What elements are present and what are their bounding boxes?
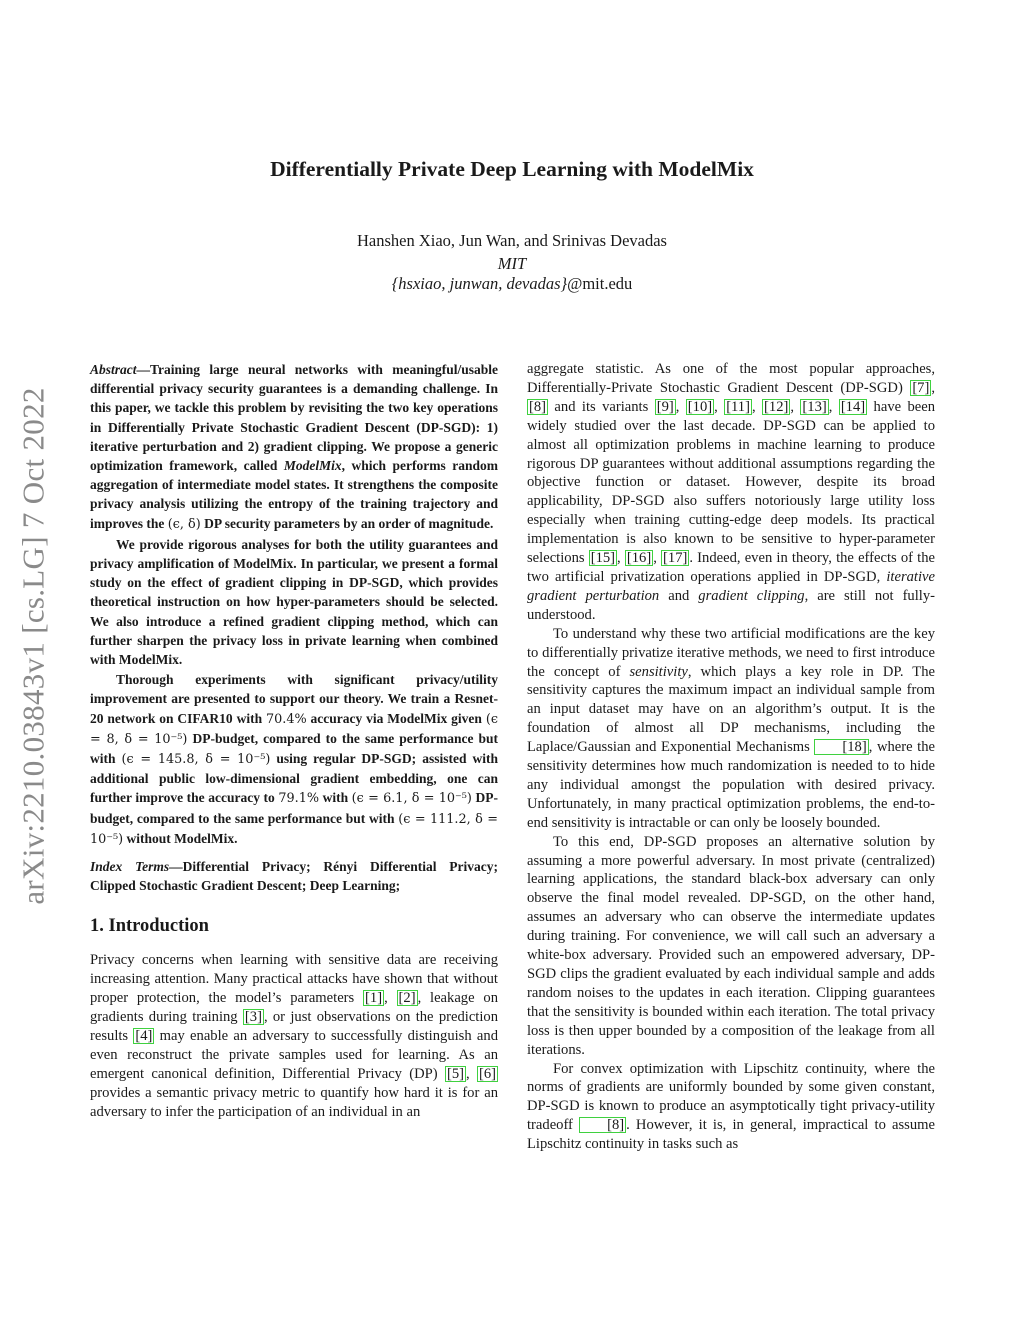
intro-paragraph-1: Privacy concerns when learning with sensitive data are receiving increasing attention. Many practical attacks have shown that without proper protection, the model’s parameters [1] , [2] , leakage on gradients during training [3] , or just observations on the prediction results [4] may enable an adversary to successfully distinguish and even reconstruct the private samples used for learning. As an emergent canonical definition, Differential Privacy (DP) [5] , [6] provides a semantic privacy metric to quantify how hard it is for an adversary to infer the participation of an individual in an bbox=[90, 952, 499, 1120]
right-paragraph-4: For convex optimization with Lipschitz continuity, where the norms of gradients are uniformly bounded by some given constant, DP-SGD is known to produce an asymptotically tight privacy-utility tradeoff [8] . However, it is, in general, impractical to assume Lipschitz continuity in tasks such as bbox=[527, 1060, 935, 1153]
email-domain: @mit.edu bbox=[567, 274, 633, 293]
abstract-label: Abstract bbox=[90, 362, 137, 377]
citation-link[interactable]: [6] bbox=[478, 1065, 496, 1082]
citation-link[interactable]: [5] bbox=[446, 1065, 464, 1082]
arxiv-sidebar-stamp bbox=[13, 364, 55, 928]
right-column bbox=[527, 360, 935, 1154]
affiliation: MIT bbox=[497, 254, 527, 273]
citation-link[interactable]: [8] bbox=[579, 1117, 626, 1133]
citation-link[interactable]: [13] bbox=[802, 398, 827, 415]
author-list: Hanshen Xiao, Jun Wan, and Srinivas Devadas bbox=[357, 231, 667, 250]
arxiv-identifier: arXiv:2210.03843v1 [cs.LG] 7 Oct 2022 bbox=[16, 387, 52, 905]
abstract-paragraph-2: We provide rigorous analyses for both the utility guarantees and privacy amplification of ModelMix. In particular, we present a formal study on the effect of gradient clipping in DP-SGD, which provides theoretical instruction on how hyper-parameters should be selected. We also introduce a refined gradient clipping method, which can further sharpen the privacy loss in private learning when combined with ModelMix. bbox=[90, 536, 498, 668]
citation-link[interactable]: [14] bbox=[840, 398, 866, 415]
citation-link[interactable]: [17] bbox=[663, 550, 688, 567]
citation-link[interactable]: [9] bbox=[656, 398, 674, 415]
citation-link[interactable]: [11] bbox=[726, 398, 750, 415]
left-column bbox=[90, 360, 498, 1122]
section-heading-introduction: 1. Introduction bbox=[90, 916, 209, 937]
citation-link[interactable]: [12] bbox=[764, 398, 789, 415]
citation-link[interactable]: [8] bbox=[529, 398, 547, 415]
citation-link[interactable]: [2] bbox=[398, 990, 416, 1007]
citation-link[interactable]: [7] bbox=[912, 379, 930, 396]
abstract-paragraph-3: Thorough experiments with significant privacy/utility improvement are presented to support our theory. We train a Resnet-20 network on CIFAR10 with 70.4% accuracy via ModelMix given (ϵ = 8, δ = 10⁻⁵) DP-budget, compared to the same performance but with (ϵ = 145.8, δ = 10⁻⁵) using regular DP-SGD; assisted with additional public low-dimensional gradient embedding, one can further improve the accuracy to 79.1% with (ϵ = 6.1, δ = 10⁻⁵) DP-budget, compared to the same performance but with (ϵ = 111.2, δ = 10⁻⁵) without ModelMix. bbox=[90, 672, 498, 847]
author-emails bbox=[0, 274, 1024, 294]
citation-link[interactable]: [3] bbox=[244, 1009, 262, 1026]
citation-link[interactable]: [4] bbox=[135, 1028, 153, 1045]
paper-title: Differentially Private Deep Learning with ModelMix bbox=[270, 157, 754, 181]
email-names: {hsxiao, junwan, devadas} bbox=[391, 274, 568, 293]
index-terms: Index Terms—Differential Privacy; Rényi Differential Privacy; Clipped Stochastic Gradient Descent; Deep Learning; bbox=[90, 859, 498, 894]
right-paragraph-3: To this end, DP-SGD proposes an alternative solution by assuming a more powerful adversary. In most private (centralized) learning applications, the standard black-box adversary can only observe the final model revealed. DP-SGD, on the other hand, assumes an adversary who can observe the intermediate updates during training. For convenience, we will call such an adversary a white-box adversary. Provided such an empowered adversary, DP-SGD clips the gradient evaluated by each individual sample and adds random noises to the updates in each iteration. Clipping guarantees that the sensitivity is bounded within each iteration. The total privacy loss is then upper bounded by a composition of the leakage from all iterations. bbox=[527, 833, 935, 1058]
citation-link[interactable]: [1] bbox=[365, 990, 383, 1007]
citation-link[interactable]: [16] bbox=[626, 550, 652, 567]
citation-link[interactable]: [15] bbox=[590, 550, 616, 567]
right-paragraph-2: To understand why these two artificial modifications are the key to differentially privatize iterative methods, we need to first introduce the concept of sensitivity, which plays a key role in DP. The sensitivity captures the maximum impact an individual sample from an input dataset may have on an algorithm’s output. It is the foundation of almost all DP mechanisms, including the Laplace/Gaussian and Exponential Mechanisms [18] , where the sensitivity determines how much randomization is needed to to hide any individual amongst the population with desired privacy. Unfortunately, in many practical optimization problems, the end-to-end sensitivity is intractable or can only be loosely bounded. bbox=[527, 625, 935, 831]
index-terms-label: Index Terms bbox=[90, 859, 170, 875]
citation-link[interactable]: [10] bbox=[687, 398, 713, 415]
right-paragraph-1: aggregate statistic. As one of the most popular approaches, Differentially-Private Stochastic Gradient Descent (DP-SGD) [7] , [8] and its variants [9] , [10] , [11] , [12] , [13] , [14] have been widely studied over the last decade. DP-SGD can be applied to almost all optimization problems in machine learning to produce rigorous DP guarantees without additional assumptions regarding the objective function or dataset. However, despite its broad applicability, DP-SGD also suffers notoriously large utility loss especially when training cutting-edge deep models. Its practical implementation is also known to be sensitive to hyper-parameter selections [15] , [16] , [17] . Indeed, even in theory, the effects of the two artificial privatization operations applied in DP-SGD, iterative gradient perturbation and gradient clipping, are still not fully-understood. bbox=[527, 361, 936, 623]
abstract-paragraph-1: Abstract—Training large neural networks with meaningful/usable differential privacy security guarantees is a demanding challenge. In this paper, we tackle this problem by revisiting the two key operations in Differentially Private Stochastic Gradient Descent (DP-SGD): 1) iterative perturbation and 2) gradient clipping. We propose a generic optimization framework, called ModelMix, which performs random aggregation of intermediate model states. It strengthens the composite privacy analysis utilizing the entropy of the training trajectory and improves the (ϵ, δ) DP security parameters by an order of magnitude. bbox=[90, 362, 498, 532]
citation-link[interactable]: [18] bbox=[814, 739, 868, 755]
